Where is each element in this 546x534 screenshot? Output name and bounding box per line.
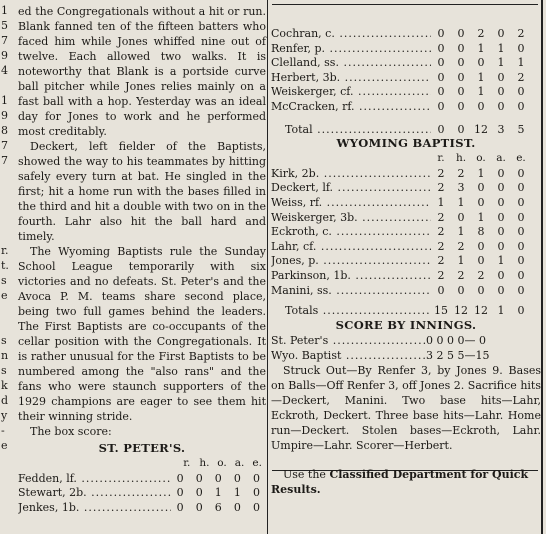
st-peters-title: ST. PETER'S. [98,441,186,455]
right-margin-rule [541,0,543,534]
player-row [271,224,541,239]
stat-cell: 0 [195,500,203,514]
st-peters-header [178,456,266,471]
margin-fragment: 9 [1,49,8,62]
stat-cell: 2 [437,210,445,224]
stat-cell: 0 [176,486,184,500]
player-name: Jones, p. ..... [271,253,431,268]
stat-cell: 0 [477,181,485,195]
stat-cell: 0 [517,85,525,99]
stat-cell: 0 [517,268,525,282]
player-name: Cochran, c. ..... [271,26,431,41]
stat-cell: 0 [437,56,445,70]
innings-row: St. Peter's ..... 0 0 0 0— 0 [271,333,541,348]
stat-cell: 0 [517,254,525,268]
stat-cell: 2 [437,181,445,195]
player-name: McCracken, rf. ..... [271,99,431,114]
wyoming-header: r. h. o. a. e. [437,152,526,165]
stat-cell: 0 [477,254,485,268]
margin-fragment: 9 [1,109,8,122]
stat-cell: 1 [477,85,485,99]
wyoming-rows [271,166,541,297]
stat-cell: 2 [457,268,465,282]
col-h: h. [199,457,210,469]
stat-cell: 0 [497,239,505,253]
stat-cell: 0 [457,41,465,55]
margin-fragment: s [1,334,7,347]
player-row [271,70,541,85]
stat-cell: 0 [437,27,445,40]
stat-cell: 0 [437,70,445,84]
stat-cell: 0 [517,166,525,180]
stat-cell: 0 [497,85,505,99]
player-name: Weiss, rf. ..... [271,195,431,210]
player-name: Herbert, 3b. ..... [271,70,431,85]
stat-cell: 0 [517,239,525,253]
stat-cell: 1 [477,166,485,180]
stat-cell: 1 [437,195,445,209]
player-row [271,195,541,210]
margin-fragment: y [1,409,8,422]
player-row [271,283,541,298]
stat-cell: 8 [477,225,485,239]
article-column [18,4,266,514]
stat-cell: 0 [497,70,505,84]
stat-cell: 0 [457,210,465,224]
margin-fragment: e [1,289,8,302]
margin-fragment: 7 [1,154,8,167]
stat-cell: 0 [252,486,260,500]
stat-cell: 2 [437,239,445,253]
stat-cell: 0 [233,500,241,514]
player-row [271,55,541,70]
stat-cell: 6 [214,500,222,514]
player-row [271,180,541,195]
stat-cell: 0 [176,500,184,514]
stat-cell: 0 [497,225,505,239]
stat-cell: 0 [195,471,203,485]
player-row [271,41,541,56]
margin-fragment: k [1,379,8,392]
article-paragraph-3: The Wyoming Baptists rule the Sunday School League temporarily with six victories and no defeats. St. Peter's and the Avoca P. M. teams share second place, being two full games behind the leaders. The First Baptists are co-occupants of the cellar position with the Congregationals. It is rather unusual for the First Baptists to be numbered among the "also rans" and the fans who were staunch supporters of the 1929 champions are eager to see them hit their winning stride. [18,245,266,423]
player-row [271,239,541,254]
stat-cell: 0 [517,181,525,195]
stat-cell: 0 [497,181,505,195]
stat-cell: 1 [214,486,222,500]
margin-fragment: 8 [1,124,8,137]
player-name: Lahr, cf. ..... [271,239,431,254]
stat-cell: 0 [457,85,465,99]
player-name: Eckroth, c. ..... [271,224,431,239]
margin-fragment: 1 [1,94,8,107]
stat-cell: 1 [497,254,505,268]
stat-cell: 0 [195,486,203,500]
player-name: Jenkes, 1b. ..... [18,500,171,515]
player-name: Kirk, 2b. ..... [271,166,431,181]
stat-cell: 2 [437,166,445,180]
stat-cell: 0 [457,27,465,40]
stat-cell: 0 [233,471,241,485]
margin-fragment: n [1,349,9,362]
stat-cell: 2 [517,70,525,84]
stat-cell: 0 [517,41,525,55]
stat-cell: 0 [517,99,525,113]
stat-cell: 0 [477,239,485,253]
player-row [18,471,266,486]
stat-cell: 3 [457,181,465,195]
player-name: Manini, ss. ..... [271,283,431,298]
stat-cell: 0 [457,70,465,84]
stat-cell: 0 [497,166,505,180]
player-name: Fedden, lf. ..... [18,471,171,486]
player-row [271,99,541,114]
column-divider [267,0,268,534]
margin-fragment: 5 [1,19,8,32]
col-o: o. [217,457,227,469]
classified-footer: Use the Classified Department for Quick Results. [271,467,529,496]
wyoming-total: Totals ..... 15 12 12 1 0 [271,303,541,318]
margin-fragment: t. [1,259,9,272]
stat-cell: 0 [437,41,445,55]
player-name: Weiskerger, cf. ..... [271,84,431,99]
innings-title: SCORE BY INNINGS. [335,317,477,332]
player-row [18,500,266,515]
st-peters-rows-part2 [271,26,541,114]
stat-cell: 2 [517,27,525,40]
stat-cell: 1 [477,210,485,224]
stat-cell: 2 [457,166,465,180]
st-peters-rows-part1 [18,471,266,515]
player-row [18,485,266,500]
stat-cell: 1 [517,56,525,70]
article-paragraph-2: Deckert, left fielder of the Baptists, showed the way to his teammates by hitting safely every turn at bat. He singled in the first; hit a home run with the bases filled in the third and hit a double with two on in the fourth. Lahr also hit the ball hard and timely. [18,140,266,243]
stat-cell: 0 [517,225,525,239]
stat-cell: 2 [477,268,485,282]
stat-cell: 2 [437,254,445,268]
innings-row: Wyo. Baptist ..... 3 2 5 5—15 [271,348,541,363]
stat-cell: 1 [497,56,505,70]
stat-cell: 0 [457,56,465,70]
col-r: r. [183,457,191,469]
margin-fragment: e [1,439,8,452]
player-name: Clelland, ss. ..... [271,55,431,70]
stat-cell: 0 [497,283,505,297]
stat-cell: 0 [214,471,222,485]
stat-cell: 1 [477,70,485,84]
stat-cell: 1 [457,254,465,268]
stat-cell: 0 [437,99,445,113]
stat-cell: 0 [477,195,485,209]
margin-fragment: 1 [1,4,8,17]
stat-cell: 0 [176,471,184,485]
stat-cell: 1 [497,41,505,55]
player-row [271,210,541,225]
player-name: Weiskerger, 3b. ..... [271,210,431,225]
wyoming-title: WYOMING BAPTIST. [336,136,476,151]
margin-fragment: s [1,274,7,287]
player-row [271,26,541,41]
stat-cell: 0 [497,195,505,209]
stat-cell: 1 [457,225,465,239]
stat-cell: 2 [457,239,465,253]
margin-fragment: 7 [1,34,8,47]
stat-cell: 0 [457,99,465,113]
stat-cell: 0 [252,500,260,514]
stat-cell: 0 [517,195,525,209]
stat-cell: 1 [457,195,465,209]
stat-cell: 2 [477,27,485,40]
stat-cell: 0 [477,56,485,70]
stat-cell: 2 [437,225,445,239]
stat-cell: 1 [477,41,485,55]
st-peters-total: Total ..... 0 0 12 3 5 [271,122,541,137]
stat-cell: 0 [497,99,505,113]
stat-cell: 0 [252,471,260,485]
player-name: Deckert, lf. ..... [271,180,431,195]
player-name: Stewart, 2b. ..... [18,485,171,500]
stat-cell: 0 [517,283,525,297]
margin-fragment: s [1,364,7,377]
col-a: a. [234,457,245,469]
stat-cell: 0 [497,210,505,224]
stat-cell: 0 [437,283,445,297]
box-score-column [271,4,541,497]
box-score-intro: The box score: [30,425,112,438]
player-row [271,253,541,268]
game-summary: Struck Out—By Renfer 3, by Jones 9. Bases on Balls—Off Renfer 3, off Jones 2. Sacrifice hits—Deckert, Manini. Two base hits—Lahr, Eckroth, Deckert. Three base hits—Lahr. Home run—Deckert. Stolen bases—Eckroth, Lahr. Umpire—Lahr. Scorer—Herbert. [271,363,541,452]
player-name: Renfer, p. ..... [271,41,431,56]
left-margin-fragments [0,0,10,534]
margin-fragment: d [1,394,9,407]
col-e: e. [252,457,262,469]
margin-fragment: 4 [1,64,8,77]
stat-cell: 0 [497,268,505,282]
stat-cell: 0 [477,99,485,113]
stat-cell: 0 [477,283,485,297]
stat-cell: 0 [497,27,505,40]
stat-cell: 1 [233,486,241,500]
stat-cell: 2 [437,268,445,282]
margin-fragment: 7 [1,139,8,152]
player-name: Parkinson, 1b. ..... [271,268,431,283]
article-paragraph-1: ed the Congregationals without a hit or run. Blank fanned ten of the fifteen batters who faced him while Jones whiffed nine out of twelve. Each allowed two walks. It is noteworthy that Blank is a portside curve ball pitcher while Jones relies mainly on a fast ball with a hop. Yesterday was an ideal day for Jones to work and he performed most creditably. [18,5,266,138]
margin-fragment: r. [1,244,9,257]
stat-cell: 0 [457,283,465,297]
player-row [271,166,541,181]
margin-fragment: - [1,424,5,437]
player-row [271,84,541,99]
player-row [271,268,541,283]
stat-cell: 0 [517,210,525,224]
stat-cell: 0 [437,85,445,99]
